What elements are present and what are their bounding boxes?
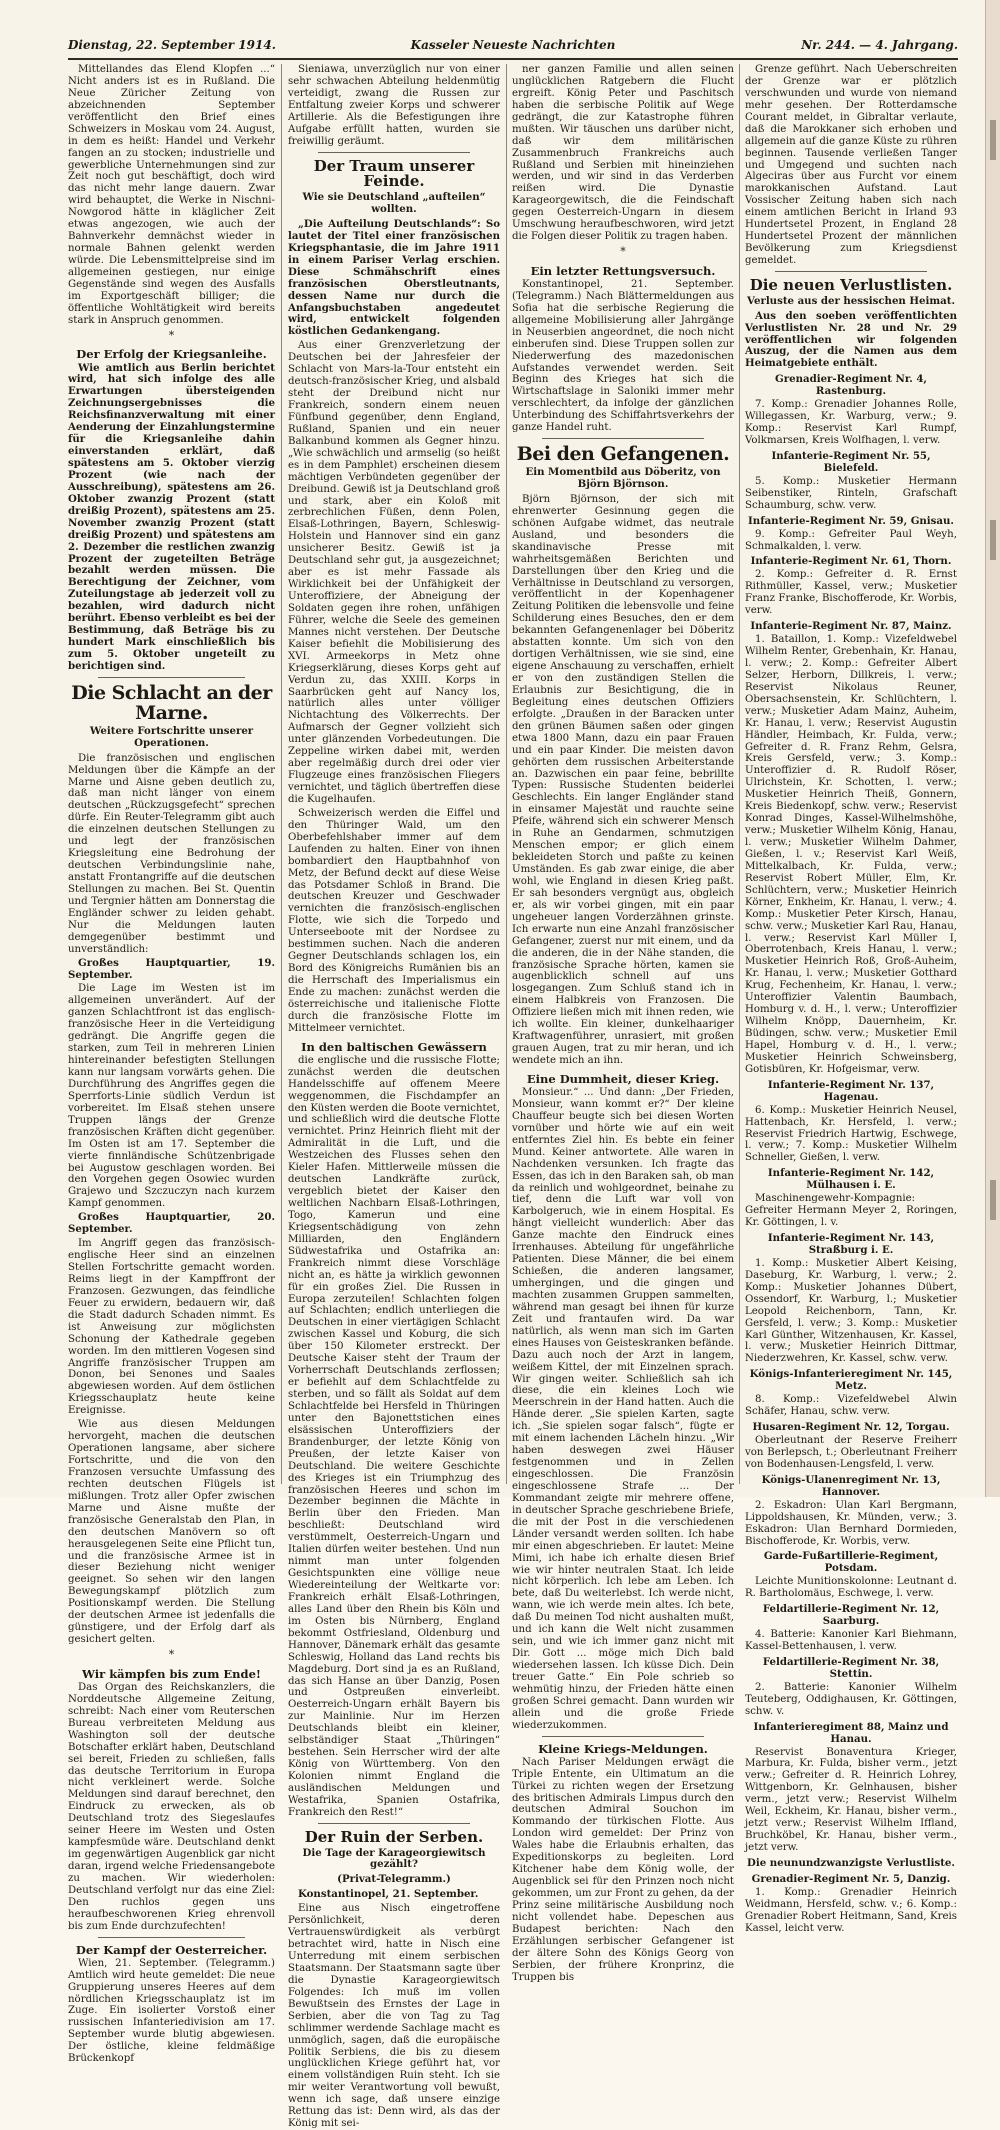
- regiment-heading: Infanterie-Regiment Nr. 59, Gnisau.: [748, 514, 954, 527]
- article-paragraph: Eine aus Nisch eingetroffene Persönlichkeit, deren Vertrauenswürdigkeit als verbürgt betrachtet wird, hatte in Nisch eine Unterredung mit einem serbischen Staatsmann. Der Staatsmann sagte über die Dynastie Karageorgiewitsch Folgendes: Ich muß im vollen Bewußtsein des Ernstes der Lage in Serbien, aber die von Tag zu Tag schlimmer werdende Sachlage macht es unmöglich, sagen, daß die europäische Politik Serbiens, die bis zu diesem unglücklichen Kriege geführt hat, vor einem vollständigen Ruin steht. Ich sie mir weiter Verantwortung voll bewußt, wenn ich sage, daß unsere einzige Rettung das ist: Denn wird, als das der König mit sei-: [288, 1903, 500, 2130]
- article-paragraph: Konstantinopel, 21. September. (Telegramm.) Nach Blättermeldungen aus Sofia hat die serbische Regierung die allgemeine Mobilisierung aller Jahrgänge in Neuserbien angeordnet, die noch nicht einberufen sind. Diese Truppen sollen zur Niederwerfung des mazedonischen Aufstandes verwendet werden. Seit Beginn des Krieges hat sich die Wirtschaftslage in Saloniki immer mehr verschlechtert, da infolge der gänzlichen Unterbindung des Schiffahrtsverkehrs der ganze Handel ruht.: [512, 278, 734, 434]
- headline-rettungsversuch: Ein letzter Rettungsversuch.: [530, 263, 716, 278]
- headline-traum: Der Traum unserer Feinde.: [313, 156, 475, 191]
- article-paragraph: die englische und die russische Flotte; zunächst werden die deutschen Handelsschiffe auf offenem Meere weggenommen, die Fischdampfer an den Küsten werden die Boote vernichtet, und schließlich wird die deutsche Flotte vernichtet. Prinz Heinrich flieht mit der Admiralität in die Luft, und die Westzeichen des Flusses sehen den Kieler Hafen. Mittlerweile müssen die deutschen Landkräfte zurück, vergeblich bietet der Kaiser den weltlichen Nachbarn Elsaß-Lothringen, Togo, Kamerun und eine Kriegsentschädigung von zehn Milliarden, den Engländern Südwestafrika und Ostafrika an: Frankreich nimmt diese Vorschläge nicht an, es hätte ja wirklich gewonnen für ein großes Ziel. Die Russen in Europa zerzuteilen! Schlachten folgen auf Schlachten; endlich unterliegen die Deutschen in einer viertägigen Schlacht zwischen Kassel und Koburg, die sich über 150 Kilometer erstreckt. Der Deutsche Kaiser steht der Traum der Vorherrschaft Deutschlands zerflossen; er befiehlt auf dem Schlachtfelde zu sterben, und so fällt als Soldat auf dem Schlachtfelde bei Hersfeld in Thüringen unter den Bajonettstichen eines elsässischen Unteroffiziers der Brandenburger, der letzte König von Preußen, der letzte Kaiser von Deutschland. Die weitere Geschichte des Krieges ist ein Triumphzug des französischen Heeres und schon im Dezember beginnen die Mächte in Berlin über den Frieden. Man beschließt: Deutschland wird verstümmelt, Oesterreich-Ungarn und Italien dürfen weiter bestehen. Und nun nimmt man unter folgenden Gesichtspunkten eine völlige neue Wiedereinteilung der Weltkarte vor: Frankreich erhält Elsaß-Lothringen, alles Land über den Rhein bis Köln und im Osten bis Nürnberg, England bekommt Ostfriesland, Oldenburg und Hannover, Dänemark erhält das gesamte Schleswig, Holland das Land rechts bis Magdeburg. Dort sind ja es an Rußland, das sich Hanse an über Danzig, Posen und Ostpreußen einverleibt. Oesterreich-Ungarn erhält Bayern bis zur Mainlinie. Nur im Herzen Deutschlands bleibt ein kleiner, selbständiger Staat „Thüringen“ bestehen. Sein Herrscher wird der alte König von Württemberg. Von den Kolonien nimmt England die ausländischen Meldungen und Westafrika, Spanien Ostafrika, Frankreich den Rest!“: [288, 1054, 500, 1818]
- column-2: [288, 64, 500, 2130]
- regiment-heading: Grenadier-Regiment Nr. 4, Rastenburg.: [775, 373, 927, 398]
- casualty-entry: 8. Komp.: Vizefeldwebel Alwin Schäfer, Hanau, schw. verw.: [745, 1394, 957, 1418]
- article-paragraph: Monsieur.“ ... Und dann: „Der Frieden, Monsieur, wann kommt er?“ Der kleine Chauffeur beugte sich bei diesen Worten vornüber und hörte wie auf ein weit entferntes Ziel hin. Es bebte ein feiner Mund. Keiner antwortete. Alle waren in Nachdenken versunken. Ich fragte das Essen, das ich in den Baraken sah, ob man da reinlich und wohlgeordnet, beinahe zu tief, denn die Luft war voll von Karbolgeruch, wie in einem Hospital. Es hängt vielleicht wunderlich: Aber das Ganze machte den Eindruck eines Irrenhauses. Abteilung für ungefährliche Patienten. Diese Männer, die bei einem Schießen, die anderen langsamer, umhergingen, und die gingen und machten zusammen Gruppen sammelten, während man gesagt bei ihnen für kurze Zeit und frantaufen wird. Da war natürlich, als wenn man sich im Garten eines Hauses von Geisteskranken befände. Dazu auch noch der Arzt in langem, weißem Kittel, der mit Einzelnen sprach. Wir gingen weiter. Schließlich sah ich diese, die ein kleines Loch wie Meerschrein in der Hand hatten. Auch die Hände derer. „Sie spielen Karten, sagte ich. „Sie spielen sogar falsch“, fügte er mit einem lachenden Lächeln hinzu. „Wir haben deswegen zwei Häuser festgenommen und in Zellen eingeschlossen. Die Französin eingeschlossene Strafe ... Der Kommandant zeigte mir mehrere offene, in deutscher Sprache geschriebene Briefe, die mit der Post in die verschiedenen Länder versandt werden sollten. Ich habe mir einen abgeschrieben. Er lautet: Meine Mimi, ich habe ich erhalte diesen Brief wie wir hinter neutralen Staat. Ich leide nicht körperlich. Ich lebe am Leben. Ich bete, daß Du weiterlebst. Ich werde nicht, wann, wie ich werde mein altes. Ich bete, daß Du meinen Tod nicht aushalten mußt, und ich kann die Welt nicht zusammen sein, und wie ich immer ganz nicht mit Dir. Gott ... möge mich Dich bald wiedersehen lassen. Ich küsse Dich. Dein treuer Gatte.“ Ein Pole schrieb so wehmütig hinzu, der Frieden hätte einen großen Schrei gemacht. Dann wurden wir allein und die große Friede wiederzukommen.: [512, 1087, 734, 1731]
- divider: [318, 152, 470, 153]
- subheadline-traum: Wie sie Deutschland „aufteilen“ wollten.: [302, 191, 486, 215]
- casualty-entry: 9. Komp.: Gefreiter Paul Weyh, Schmalkalden, l. verw.: [745, 528, 957, 552]
- regiment-heading: Grenadier-Regiment Nr. 5, Danzig.: [751, 1872, 951, 1885]
- article-paragraph: Wien, 21. September. (Telegramm.) Amtlich wird heute gemeldet: Die neue Gruppierung unseres Heeres auf dem nördlichen Kriegsschauplatz ist im Zuge. Ein isolierter Vorstoß einer russischen Infanteriedivision am 17. September wurde blutig abgewiesen. Der östliche, kleine feldmäßige Brückenkopf: [68, 1957, 275, 2065]
- subheadline-serben: Die Tage der Karageorgiewitsch gezählt?: [302, 1846, 486, 1871]
- casualty-entry: 4. Batterie: Kanonier Karl Biehmann, Kassel-Bettenhausen, l. verw.: [745, 1629, 957, 1652]
- subheadline-gefangenen: Ein Momentbild aus Döberitz, von Björn Björnson.: [525, 466, 721, 491]
- dateline: Konstantinopel, 21. September.: [298, 1888, 479, 1901]
- column-1: [68, 64, 275, 2065]
- headline-kleine-meldungen: Kleine Kriegs-Meldungen.: [538, 1741, 708, 1756]
- casualty-entry: 1. Komp.: Musketier Albert Keising, Daseburg, Kr. Warburg, l. verw.; 2. Komp.: Musketier Johannes Dübert, Ossendorf, Kr. Warburg, l.; Musketier Leopold Reichenborn, Tann, Kr. Gersfeld, l. verw.; 3. Komp.: Musketier Karl Günther, Witzenhausen, Kr. Kassel, l. verw.; Musketier Heinrich Dittmar, Niederzwehren, Kr. Kassel, schw. verw.: [745, 1257, 957, 1365]
- article-paragraph: Die Lage im Westen ist im allgemeinen unverändert. Auf der ganzen Schlachtfront ist das englisch-französische Heer in die Verteidigung gedrängt. Die Angriffe gegen die starken, zum Teil in mehreren Linien hintereinander befestigten Stellungen kann nur langsam vorwärts gehen. Die Durchführung des Angriffes gegen die Sperrforts-Linie südlich Verdun ist vorbereitet. Im Elsaß stehen unsere Truppen längs der Grenze französischen Kräften dicht gegenüber. Im Osten ist am 17. September die vierte finnländische Schützenbrigade bei Augustow geschlagen worden. Bei den Vorgehen gegen Osowiec wurden Grajewo und Szczuczyn nach kurzem Kampf genommen.: [68, 983, 275, 1210]
- article-paragraph: Grenze geführt. Nach Ueberschreiten der Grenze war er plötzlich verschwunden und wurde von niemand mehr gesehen. Der Rotterdamsche Courant meldet, in Gibraltar verlaute, daß die Marokkaner sich erhoben und allgemein auf die ganze Küste zu rühren beginnen. Tausende verließen Tanger und Umgegend und suchten nach Algeciras über aus Furcht vor einem marokkanischen Aufstand. Laut Vossischer Zeitung haben sich nach einem amtlichen Bericht in Irland 93 Hundertsetel Prozent, in England 28 Hundertsetel Prozent der männlichen Bevölkerung zum Kriegsdienst gemeldet.: [745, 64, 957, 266]
- issue-date: Dienstag, 22. September 1914.: [68, 38, 276, 52]
- casualty-entry: 2. Komp.: Gefreiter d. R. Ernst Rithmüller, Kassel, verw.; Musketier Franz Franke, Bischofferode, Kr. Worbis, verw.: [745, 569, 957, 617]
- edge-mark: [990, 120, 996, 160]
- article-paragraph: Wie aus diesen Meldungen hervorgeht, machen die deutschen Operationen langsame, aber sichere Fortschritte, und die von den Franzosen versuchte Umfassung des rechten deutschen Flügels ist mißlungen. Trotz aller Opfer zwischen Marne und Aisne mußte der französische Generalstab den Plan, in den deutschen Manövern so oft herausgelegenen Seite eine Pflicht tun, und die französische Armee ist in dieser Beziehung nicht weniger geeignet. So sehen wir den langen Bewegungskampf plötzlich zum Positionskampf werden. Die Stellung der deutschen Armee ist jedenfalls die günstigere, und der Erfolg darf als gesichert gelten.: [68, 1419, 275, 1646]
- article-paragraph: Wie amtlich aus Berlin berichtet wird, hat sich infolge des alle Erwartungen übersteigenden Zeichnungsergebnisses die Reichsfinanzverwaltung mit einer Aenderung der Einzahlungstermine für die Kriegsanleihe dahin einverstanden erklärt, daß spätestens am 5. Oktober vierzig Prozent (wie nach der Ausschreibung), spätestens am 26. Oktober zwanzig Prozent (statt dreißig Prozent), spätestens am 25. November zwanzig Prozent (statt dreißig Prozent) und spätestens am 2. Dezember die restlichen zwanzig Prozent der zugeteilten Beträge bezahlt werden müssen. Die Berechtigung der Zeichner, vom Zuteilungstage ab jederzeit voll zu bezahlen, wird dadurch nicht berührt. Ebenso verbleibt es bei der Bestimmung, daß Beträge bis zu hundert Mark einschließlich bis zum 5. Oktober ungeteilt zu berichtigen sind.: [68, 361, 275, 672]
- casualty-entry: Oberleutnant der Reserve Freiherr von Berlepsch, t.; Oberleutnant Freiherr von Bodenhausen-Lengsfeld, l. verw.: [745, 1435, 957, 1470]
- divider: [775, 271, 927, 272]
- regiment-heading: Husaren-Regiment Nr. 12, Torgau.: [752, 1421, 950, 1434]
- edge-mark: [990, 520, 996, 560]
- divider: [98, 677, 245, 678]
- divider: [98, 1937, 245, 1938]
- casualty-entry: 5. Komp.: Musketier Hermann Seibenstiker, Rinteln, Grafschaft Schaumburg, schw. verw.: [745, 475, 957, 511]
- telegram-note: (Privat-Telegramm.): [337, 1873, 451, 1886]
- column-rule: [739, 64, 740, 1484]
- column-rule: [506, 64, 507, 1484]
- article-intro: „Die Aufteilung Deutschlands“: So lautet der Titel einer französischen Kriegsphantasie, die im Jahre 1911 in einem Pariser Verlag erschien. Diese Schmähschrift eines französischen Oberstleutnants, dessen Name nur durch die Anfangsbuchstaben angedeutet wird, entwickelt folgenden köstlichen Gedankengang.: [288, 217, 500, 338]
- edge-mark: [990, 1180, 996, 1220]
- headline-ende: Wir kämpfen bis zum Ende!: [82, 1666, 261, 1681]
- section-divider: *: [168, 1648, 175, 1662]
- headline-marne: Die Schlacht an der Marne.: [71, 681, 272, 724]
- regiment-heading: Königs-Ulanenregiment Nr. 13, Hannover.: [761, 1473, 941, 1498]
- casualty-entry: 2. Eskadron: Ulan Karl Bergmann, Lippoldshausen, Kr. Münden, verw.; 3. Eskadron: Ulan Bernhard Dormieden, Bischofferode, Kr. Worbis, verw.: [745, 1499, 957, 1547]
- regiment-heading: Garde-Fußartillerie-Regiment, Potsdam.: [763, 1550, 939, 1575]
- article-paragraph: Björn Björnson, der sich mit ehrenwerter Gesinnung gegen die schönen Aufgabe widmet, das neutrale Ausland, und besonders die skandinavische Presse mit wahrheitsgemäßen Berichten und Darstellungen über den Krieg und die Verhältnisse in Deutschland zu versorgen, veröffentlicht in der Kopenhagener Zeitung Politiken die lebensvolle und feine Schilderung eines Besuches, den er dem bekannten Gefangenenlager bei Döberitz abstatten konnte. Um sich von den dortigen Verhältnissen, wie sie sind, eine eigene Anschauung zu verschaffen, erhielt er von den zuständigen Stellen die Erlaubnis zur Besichtigung, die in Begleitung eines deutschen Offiziers erfolgte. „Draußen in der Baracken unter den grünen Bäumen saßen oder gingen etwa 1800 Mann, dazu ein paar Frauen und ein paar Kinder. Die meisten davon gehörten dem russischen Arbeiterstande an. Dazwischen ein paar feine, bebrillte Typen: Russische Studenten beiderlei Geschlechts. Ein langer Engländer stand in einsamer Majestät und rauchte seine Pfeife, während sich ein schwerer Mensch in Ruhe an Gendarmen, schmutzigen Menschen empor; er glich einem bekleideten Storch und paßte zu keinen Umständen. Es gab zwar einige, die aber wohl, wie England in diesen Krieg paßt. Er sah besonders vergnügt aus, obgleich er, als wir vorbei gingen, mit ein paar ungeheuer langen Vorderzähnen grinste. Ich erwarte nun eine Anzahl französischer Gefangener, zuerst nur mit einem, und da die anderen, die in der Nähe standen, die französische Sprache hörten, kamen sie augenblicklich schnell auf uns losgegangen. Zum Schluß stand ich in einem Halbkreis von Franzosen. Die Offiziere ließen mich mit ihnen reden, wie ich wollte. Ein kleiner, dunkelhaariger Kraftwagenführer, unrasiert, mit großen grauen Augen, trat zu mir heran, und ich wendete mich an ihn.: [512, 493, 734, 1067]
- casualty-entry: 1. Bataillon, 1. Komp.: Vizefeldwebel Wilhelm Renter, Grebenhain, Kr. Hanau, l. verw.; 2. Komp.: Gefreiter Albert Selzer, Herborn, Dillkreis, l. verw.; Reservist Nikolaus Reuner, Obersachsenstein, Kr. Schlüchtern, l. verw.; Musketier Adam Mainz, Auheim, Kr. Hanau, l. verw.; Reservist Augustin Händler, Heimbach, Kr. Fulda, verw.; Gefreiter d. R. Franz Rehm, Gelsra, Kreis Gersfeld, verw.; 3. Komp.: Unteroffizier d. R. Rudolf Röser, Ulrichstein, Kr. Schotten, l. verw.; Musketier Heinrich Theiß, Gonnern, Kreis Biedenkopf, schw. verw.; Reservist Konrad Dinges, Kassel-Wilhelmshöhe, verw.; Musketier Wilhelm König, Hanau, l. verw.; Musketier Wilhelm Dahmer, Gießen, l. v.; Reservist Karl Weiß, Mittelkalbach, Kr. Fulda, verw.; Reservist Robert Müller, Elm, Kr. Schlüchtern, verw.; Musketier Heinrich Körner, Enkheim, Kr. Hanau, l. verw.; 4. Komp.: Musketier Peter Kirsch, Hanau, schw. verw.; Musketier Karl Rau, Hanau, l. verw.; Reservist Karl Müller I, Oberrotenbach, Kreis Hanau, l. verw.; Musketier Heinrich Roß, Groß-Auheim, Kr. Hanau, l. verw.; Musketier Gotthard Krug, Fechenheim, Kr. Hanau, l. verw.; Unteroffizier Valentin Baumbach, Homburg v. d. H., l. verw.; Unteroffizier Wilhelm Knöpp, Dauernheim, Kr. Büdingen, schw. verw.; Musketier Emil Hapel, Homburg v. d. H., l. verw.; Musketier Heinrich Schweinsberg, Gotisbüren, Kr. Hofgeismar, verw.: [745, 634, 957, 1075]
- article-paragraph: Schweizerisch werden die Eiffel und den Thüringer Wald, um den Oberbefehlshaber immer auf dem Laufenden zu halten. Einer von ihnen bombardiert den Hauptbahnhof von Metz, der Befund deckt auf diese Weise das Potsdamer Schloß in Brand. Die deutschen Kreuzer und Geschwader vernichten die französisch-englischen Flotte, wie sich die Torpedo und Unterseeboote mit der Nordsee zu bestimmen suchen. Nach die anderen Gegner Deutschlands schlagen los, ein Bord des Königreichs Rumänien bis an die Herrschaft des Imperialismus ein Ende zu machen: zunächst werden die österreichische und italienische Flotte durch die französische Flotte im Mittelmeer vernichtet.: [288, 807, 500, 1034]
- article-intro: Aus den soeben veröffentlichten Verlustlisten Nr. 28 und Nr. 29 veröffentlichen wir folgenden Auszug, der die Namen aus dem Heimatgebiete enthält.: [745, 309, 957, 370]
- regiment-heading: Infanterie-Regiment Nr. 87, Mainz.: [750, 620, 952, 633]
- casualty-entry: Maschinengewehr-Kompagnie: Gefreiter Hermann Meyer 2, Roringen, Kr. Göttingen, l. v.: [745, 1193, 957, 1229]
- regiment-heading: Königs-Infanterieregiment Nr. 145, Metz.: [749, 1368, 953, 1393]
- regiment-heading: Infanterie-Regiment Nr. 142, Mülhausen i. E.: [767, 1167, 935, 1192]
- dateline: Großes Hauptquartier, 20. September.: [68, 1211, 275, 1236]
- article-paragraph: Die französischen und englischen Meldungen über die Kämpfe an der Marne und Aisne geben deutlich zu, daß man nicht länger von einem deutschen „Rückzugsgefecht“ sprechen dürfe. Ein Reuter-Telegramm gibt auch die einzelnen deutschen Stellungen zu und legt der französischen Kriegsleitung eine Bedrohung der deutschen Verbindungslinie nahe, anstatt Frontangriffe auf die deutschen Stellungen zu machen. Bei St. Quentin und Tergnier hätten am Donnerstag die Engländer schwer zu leiden gehabt. Nur die Meldungen lauten demgegenüber bestimmt und unverständlich:: [68, 752, 275, 955]
- article-paragraph: ner ganzen Familie und allen seinen unglücklichen Ratgebern die Flucht ergreift. König Peter und Paschitsch haben die serbische Politik auf Wege gedrängt, die zur Katastrophe führen mußten. Wir täuschen uns darüber nicht, daß wir dem militärischen Zusammenbruch Frankreichs auch Rußland und Serbien mit hineinziehen werden, und wir sind in das Verderben reißen wird. Die Dynastie Karageorgewitsch, die die Feindschaft gegen Oesterreich-Ungarn in diesem Umschwung heraufbeschworen, wird jetzt die Folgen dieser Politik zu tragen haben.: [512, 64, 734, 243]
- headline-oesterreicher: Der Kampf der Oesterreicher.: [75, 1942, 268, 1957]
- headline-gefangenen: Bei den Gefangenen.: [516, 443, 730, 466]
- casualty-entry: Reservist Bonaventura Krieger, Marbura, Kr. Fulda, bisher verm., jetzt verw.; Gefreiter d. R. Heinrich Lohrey, Wittgenborn, Kr. Gelnhausen, bisher verm., jetzt verw.; Reservist Wilhelm Weil, Eckheim, Kr. Hanau, bisher verm., jetzt verw.; Reservist Wilhelm Iffland, Bruchköbel, Kr. Hanau, bisher verm., jetzt verw.: [745, 1746, 957, 1853]
- regiment-heading: Infanterie-Regiment Nr. 55, Bielefeld.: [771, 449, 931, 474]
- section-divider: *: [620, 245, 626, 259]
- section-heading-nachtrag: Die neunundzwanzigste Verlustliste.: [747, 1856, 955, 1869]
- headline-verlustlisten: Die neuen Verlustlisten.: [749, 275, 953, 294]
- regiment-heading: Feldartillerie-Regiment Nr. 12, Saarburg.: [762, 1603, 940, 1628]
- column-rule: [281, 64, 282, 1484]
- article-paragraph: Das Organ des Reichskanzlers, die Norddeutsche Allgemeine Zeitung, schreibt: Nach einer vom Reuterschen Bureau verbreiteten Meldung aus Washington soll der deutsche Botschafter erklärt haben, Deutschland sei bereit, Frieden zu schließen, falls das deutsche Territorium in Europa nicht verkleinert werde. Solche Meldungen sind darauf berechnet, den Eindruck zu erwecken, als ob Deutschland trotz des Siegeslaufes seiner Heere im Westen und Osten kampfesmüde wäre. Deutschland denkt im gegenwärtigen Augenblick gar nicht daran, irgend welche Friedensangebote zu machen. Wir wiederholen: Deutschland verfolgt nur das eine Ziel: Den ruchlos gegen uns heraufbeschworenen Krieg ehrenvoll bis zum Ende durchzufechten!: [68, 1681, 275, 1932]
- dateline: Großes Hauptquartier, 19. September.: [68, 956, 275, 981]
- subheadline-baltisch: In den baltischen Gewässern: [301, 1039, 487, 1054]
- regiment-heading: Infanterie-Regiment Nr. 61, Thorn.: [750, 555, 952, 568]
- headline-kriegsanleihe: Der Erfolg der Kriegsanleihe.: [76, 347, 267, 362]
- quote-dummheit: Eine Dummheit, dieser Krieg.: [526, 1071, 720, 1086]
- regiment-heading: Infanterie-Regiment Nr. 143, Straßburg i. E.: [767, 1232, 935, 1256]
- casualty-entry: 2. Batterie: Kanonier Wilhelm Teuteberg, Oddighausen, Kr. Göttingen, schw. v.: [745, 1681, 957, 1717]
- casualty-entry: Leichte Munitionskolonne: Leutnant d. R. Bartholomäus, Eschwege, l. verw.: [745, 1576, 957, 1600]
- article-paragraph: Sieniawa, unverzüglich nur von einer sehr schwachen Abteilung heldenmütig verteidigt, zwang die Russen zur Entfaltung zweier Korps und schwerer Artillerie. Als die Befestigungen ihre Aufgabe erfüllt hatten, wurden sie freiwillig geräumt.: [288, 64, 500, 147]
- regiment-heading: Feldartillerie-Regiment Nr. 38, Stettin.: [762, 1655, 940, 1680]
- section-divider: *: [168, 328, 175, 342]
- subheadline-marne: Weitere Fortschritte unserer Operationen.: [89, 724, 254, 749]
- article-paragraph: Im Angriff gegen das französisch-englische Heer sind an einzelnen Stellen Fortschritte gemacht worden. Reims liegt in der Kampffront der Franzosen. Gezwungen, das feindliche Feuer zu erwidern, bedauern wir, daß die Stadt dadurch Schaden nimmt. Es ist Anweisung zur möglichsten Schonung der Kathedrale gegeben worden. Im den mittleren Vogesen sind Angriffe französischer Truppen am Donon, bei Senones und Saales abgewiesen worden. Auf dem östlichen Kriegsschauplatz heute keine Ereignisse.: [68, 1238, 275, 1417]
- casualty-entry: 1. Komp.: Grenadier Heinrich Weidmann, Hersfeld, schw. v.; 6. Komp.: Grenadier Robert Heitmann, Sand, Kreis Kassel, leicht verw.: [745, 1886, 957, 1934]
- headline-serben: Der Ruin der Serben.: [304, 1827, 484, 1846]
- issue-number: Nr. 244. — 4. Jahrgang.: [801, 38, 958, 52]
- column-4: [745, 64, 957, 1934]
- divider: [542, 1736, 704, 1737]
- article-paragraph: Nach Pariser Meldungen erwägt die Triple Entente, ein Ultimatum an die Türkei zu richten wegen der Ersetzung des britischen Admirals Limpus durch den deutschen Admiral Souchon im Kommando der türkischen Flotte. Aus London wird gemeldet: Der Prinz von Wales habe die Erlaubnis erhalten, das Expeditionskorps zu begleiten. Lord Kitchener habe dem König wolle, der Augenblick sei für den Prinzen noch nicht gekommen, um zur Front zu gehen, da der Prinz seine militärische Ausbildung noch nicht vollendet habe. Depeschen aus Budapest berichten: Nach den Erzählungen serbischer Gefangener ist der ältere Sohn des Königs Georg von Serbien, der frühere Kronprinz, die Truppen bis: [512, 1756, 734, 1983]
- regiment-heading: Infanterie-Regiment Nr. 137, Hagenau.: [767, 1078, 935, 1103]
- subheadline-verlustlisten: Verluste aus der hessischen Heimat.: [747, 294, 955, 307]
- newspaper-title: Kasseler Neueste Nachrichten: [410, 38, 616, 52]
- regiment-heading: Infanterieregiment 88, Mainz und Hanau.: [753, 1720, 949, 1745]
- page-edge: [985, 0, 1000, 1497]
- casualty-entry: 7. Komp.: Grenadier Johannes Rolle, Willegassen, Kr. Warburg, verw.; 9. Komp.: Reservist Karl Rumpf, Volkmarsen, Kreis Wolfhagen, l. verw.: [745, 399, 957, 446]
- column-3: [512, 64, 734, 1983]
- masthead: [68, 36, 958, 60]
- divider: [318, 1823, 470, 1824]
- article-paragraph: Aus einer Grenzverletzung der Deutschen bei der Jahresfeier der Schlacht von Mars-la-Tour entsteht ein deutsch-französischer Krieg, und alsbald steht der Dreibund nicht nur Frankreich, sondern einem neuen Fünfbund gegenüber, denn England, Rußland, Spanien und ein neuer Balkanbund kommen als Gegner hinzu. „Wie schwächlich und armselig (so heißt es in dem Pamphlet) erscheinen diesem mächtigen Verbündeten gegenüber der Dreibund. Gewiß ist ja Deutschland groß und stark, aber ein Koloß mit zerbrechlichen Füßen, denn Polen, Elsaß-Lothringen, Bayern, Schleswig-Holstein und Hannover sind ein ganz unsicherer Besitz. Gewiß ist ja Deutschland sehr gut, ja ausgezeichnet; aber es ist mehr Fassade als Wirklichkeit bei der Unfähigkeit der Unteroffiziere, der Abneigung der Soldaten gegen ihre rohen, unfähigen Führer, welche die Seele des gemeinen Mannes nicht verstehen. Der Deutsche Kaiser befiehlt die Mobilisierung des XVI. Armeekorps in Metz ohne Kriegserklärung, dieses Korps geht auf Verdun zu, das XXIII. Korps in Saarbrücken geht auf Nancy los, natürlich alles unter völliger Nichtachtung des Völkerrechts. Der Aufmarsch der Gegner vollzieht sich unter glänzenden Vorbedeutungen. Die Zeppeline wirken dabei mit, werden aber regelmäßig durch drei oder vier Flugzeuge eines französischen Fliegers vernichtet, und täglich übertreffen diese die Kugelhaufen.: [288, 340, 500, 805]
- article-paragraph: Mittellandes das Elend Klopfen ...“ Nicht anders ist es in Rußland. Die Neue Züricher Zeitung von abzeichnenden September veröffentlicht den Brief eines Schweizers in Moskau vom 24. August, in dem es heißt: Handel und Verkehr fangen an zu stocken; industrielle und gewerbliche Unternehmungen sind zur Zeit noch gut beschäftigt, doch wird das nicht mehr lange dauern. Zwar wird behauptet, die Werke in Nischni-Nowgorod hätte in kläglicher Zeit etwas angezogen, wie auch der Bahnverkehr demnächst wieder in normale Bahnen gelenkt werden würde. Die Lebensmittelpreise sind im allgemeinen gestiegen, nur einige Gegenstände sind wegen des Ausfalls im Exportgeschäft billiger; die öffentliche Wohltätigkeit wird bereits stark in Anspruch genommen.: [68, 64, 275, 326]
- casualty-entry: 6. Komp.: Musketier Heinrich Neusel, Hattenbach, Kr. Hersfeld, l. verw.; Reservist Friedrich Hartwig, Eschwege, l. verw.; 7. Komp.: Musketier Wilhelm Schneller, Gießen, l. verw.: [745, 1104, 957, 1164]
- divider: [542, 438, 704, 439]
